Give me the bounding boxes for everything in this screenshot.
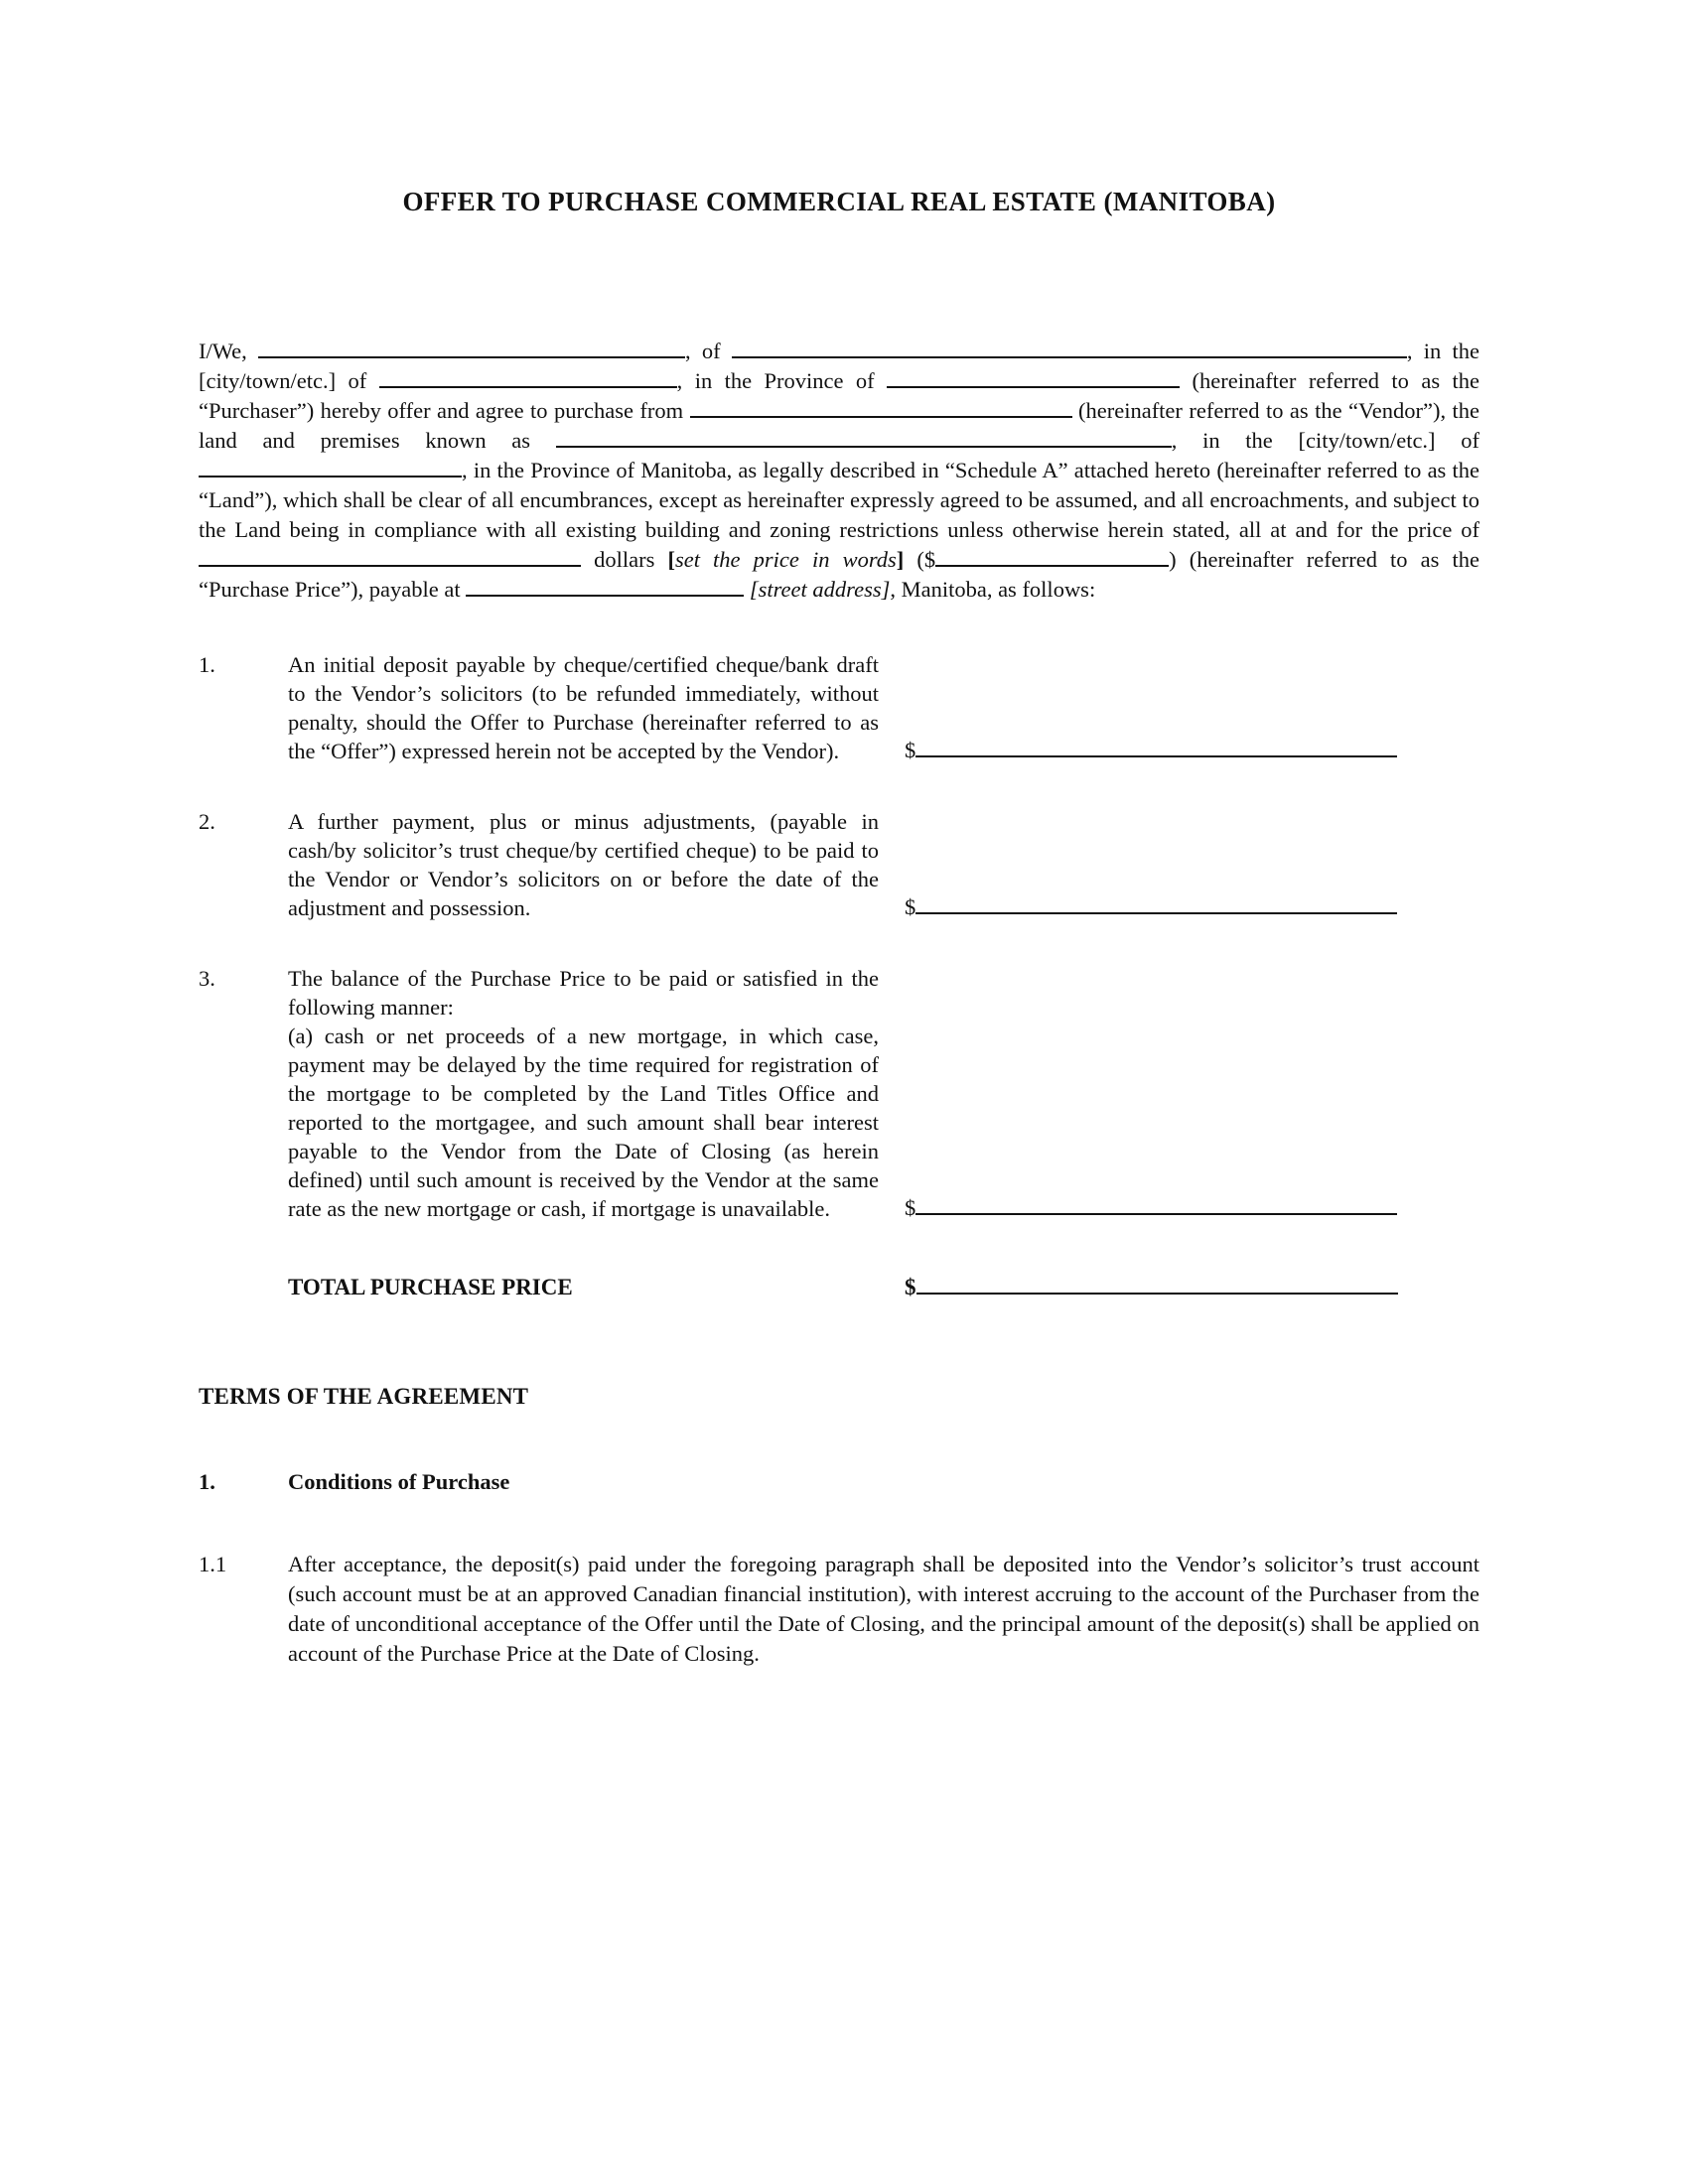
- fill-in-blank-line: [935, 563, 1169, 567]
- dollar-sign: $: [905, 894, 916, 919]
- clause-number: 1.1: [199, 1552, 227, 1576]
- section-heading-conditions-of-purchase: [199, 1467, 1479, 1496]
- fill-in-blank-line: [199, 563, 581, 567]
- item-paragraph: The balance of the Purchase Price to be paid or satisfied in the following manner:: [288, 966, 879, 1020]
- total-amount-blank-line: [916, 1291, 1398, 1295]
- intro-text-segment: , Manitoba, as follows:: [890, 577, 1096, 602]
- payment-items-list: [199, 650, 1479, 1223]
- intro-text-segment: , in the [city/town/etc.] of: [199, 339, 1479, 393]
- item-amount: [905, 892, 1397, 921]
- intro-paragraph: [199, 337, 1479, 605]
- amount-blank-line: [915, 1211, 1397, 1215]
- total-label: TOTAL PURCHASE PRICE: [288, 1275, 573, 1299]
- fill-in-blank-line: [258, 354, 685, 358]
- fill-in-blank-line: [887, 384, 1180, 388]
- fill-in-blank-line: [466, 593, 744, 597]
- intro-text-segment: [street address]: [749, 577, 891, 602]
- fill-in-blank-line: [690, 414, 1072, 418]
- item-amount-line: [905, 964, 1479, 1223]
- intro-text-segment: , in the [city/town/etc.] of: [1171, 428, 1479, 453]
- dollar-sign: $: [905, 1275, 916, 1299]
- document-content: [199, 0, 1479, 1669]
- section-number: 1.: [199, 1469, 215, 1494]
- fill-in-blank-line: [379, 384, 677, 388]
- item-number: 1.: [199, 652, 215, 677]
- payment-item: [199, 650, 1479, 765]
- intro-text-segment: ) (hereinafter referred to as the “Purchase Price”), payable at: [199, 547, 1479, 602]
- intro-text-segment: , in the Province of: [676, 368, 888, 393]
- item-text: [288, 650, 879, 765]
- amount-blank-line: [915, 753, 1397, 757]
- total-number-spacer: [199, 1273, 288, 1302]
- item-amount: [905, 1193, 1397, 1222]
- dollar-sign: $: [905, 738, 916, 762]
- total-amount-line: [905, 1273, 1479, 1302]
- item-text: [288, 807, 879, 922]
- intro-text-segment: [: [667, 547, 675, 572]
- item-paragraph: (a) cash or net proceeds of a new mortgage, in which case, payment may be delayed by the time required for registration of the mortgage to be completed by the Land Titles Office and reported to the mortgagee, and such amount shall bear interest payable to the Vendor from the Date of Closing (as herein defined) until such amount is received by the Vendor at the same rate as the new mortgage or cash, if mortgage is unavailable.: [288, 1024, 879, 1221]
- dollar-sign: $: [905, 1195, 916, 1220]
- total-purchase-price-row: [199, 1273, 1479, 1302]
- intro-text-segment: , of: [685, 339, 732, 363]
- intro-text-segment: set the price in words: [674, 547, 897, 572]
- intro-text-segment: (hereinafter referred to as the “Purchaser”) hereby offer and agree to purchase from: [199, 368, 1479, 423]
- section-title: Conditions of Purchase: [288, 1469, 510, 1494]
- item-paragraph: An initial deposit payable by cheque/certified cheque/bank draft to the Vendor’s solicitors (to be refunded immediately, without penalty, should the Offer to Purchase (hereinafter referred to as the “Offer”) expressed herein not be accepted by the Vendor).: [288, 652, 879, 763]
- fill-in-blank-line: [199, 474, 462, 478]
- item-number: 3.: [199, 966, 215, 991]
- intro-text-segment: I/We,: [199, 339, 259, 363]
- payment-item: [199, 964, 1479, 1223]
- total-amount: [905, 1273, 1398, 1301]
- document-title: OFFER TO PURCHASE COMMERCIAL REAL ESTATE (MANITOBA): [402, 187, 1276, 216]
- clause-text: After acceptance, the deposit(s) paid under the foregoing paragraph shall be deposited into the Vendor’s solicitor’s trust account (such account must be at an approved Canadian financial institution), with interest accruing to the account of the Purchaser from the date of unconditional acceptance of the Offer until the Date of Closing, and the principal amount of the deposit(s) shall be applied on account of the Purchase Price at the Date of Closing.: [288, 1552, 1479, 1666]
- intro-text-segment: ]: [896, 547, 905, 572]
- item-amount-line: [905, 650, 1479, 765]
- fill-in-blank-line: [732, 354, 1407, 358]
- intro-text-segment: dollars: [581, 547, 668, 572]
- clause-1-1: [199, 1550, 1479, 1669]
- intro-text-segment: ($: [904, 547, 936, 572]
- intro-text-segment: , in the Province of Manitoba, as legally described in “Schedule A” attached hereto (hereinafter referred to as the “Land”), which shall be clear of all encumbrances, except as hereinafter expressly agreed to be assumed, and all encroachments, and subject to the Land being in compliance with all existing building and zoning restrictions unless otherwise herein stated, all at and for the price of: [199, 458, 1479, 542]
- item-amount-line: [905, 807, 1479, 922]
- item-paragraph: A further payment, plus or minus adjustments, (payable in cash/by solicitor’s trust cheque/by certified cheque) to be paid to the Vendor or Vendor’s solicitors on or before the date of the adjustment and possession.: [288, 809, 879, 920]
- intro-text-segment: (hereinafter referred to as the “Vendor”), the land and premises known as: [199, 398, 1479, 453]
- payment-item: [199, 807, 1479, 922]
- item-number: 2.: [199, 809, 215, 834]
- amount-blank-line: [915, 910, 1397, 914]
- item-text: [288, 964, 879, 1223]
- terms-heading: TERMS OF THE AGREEMENT: [199, 1384, 529, 1409]
- fill-in-blank-line: [556, 444, 1172, 448]
- item-amount: [905, 736, 1397, 764]
